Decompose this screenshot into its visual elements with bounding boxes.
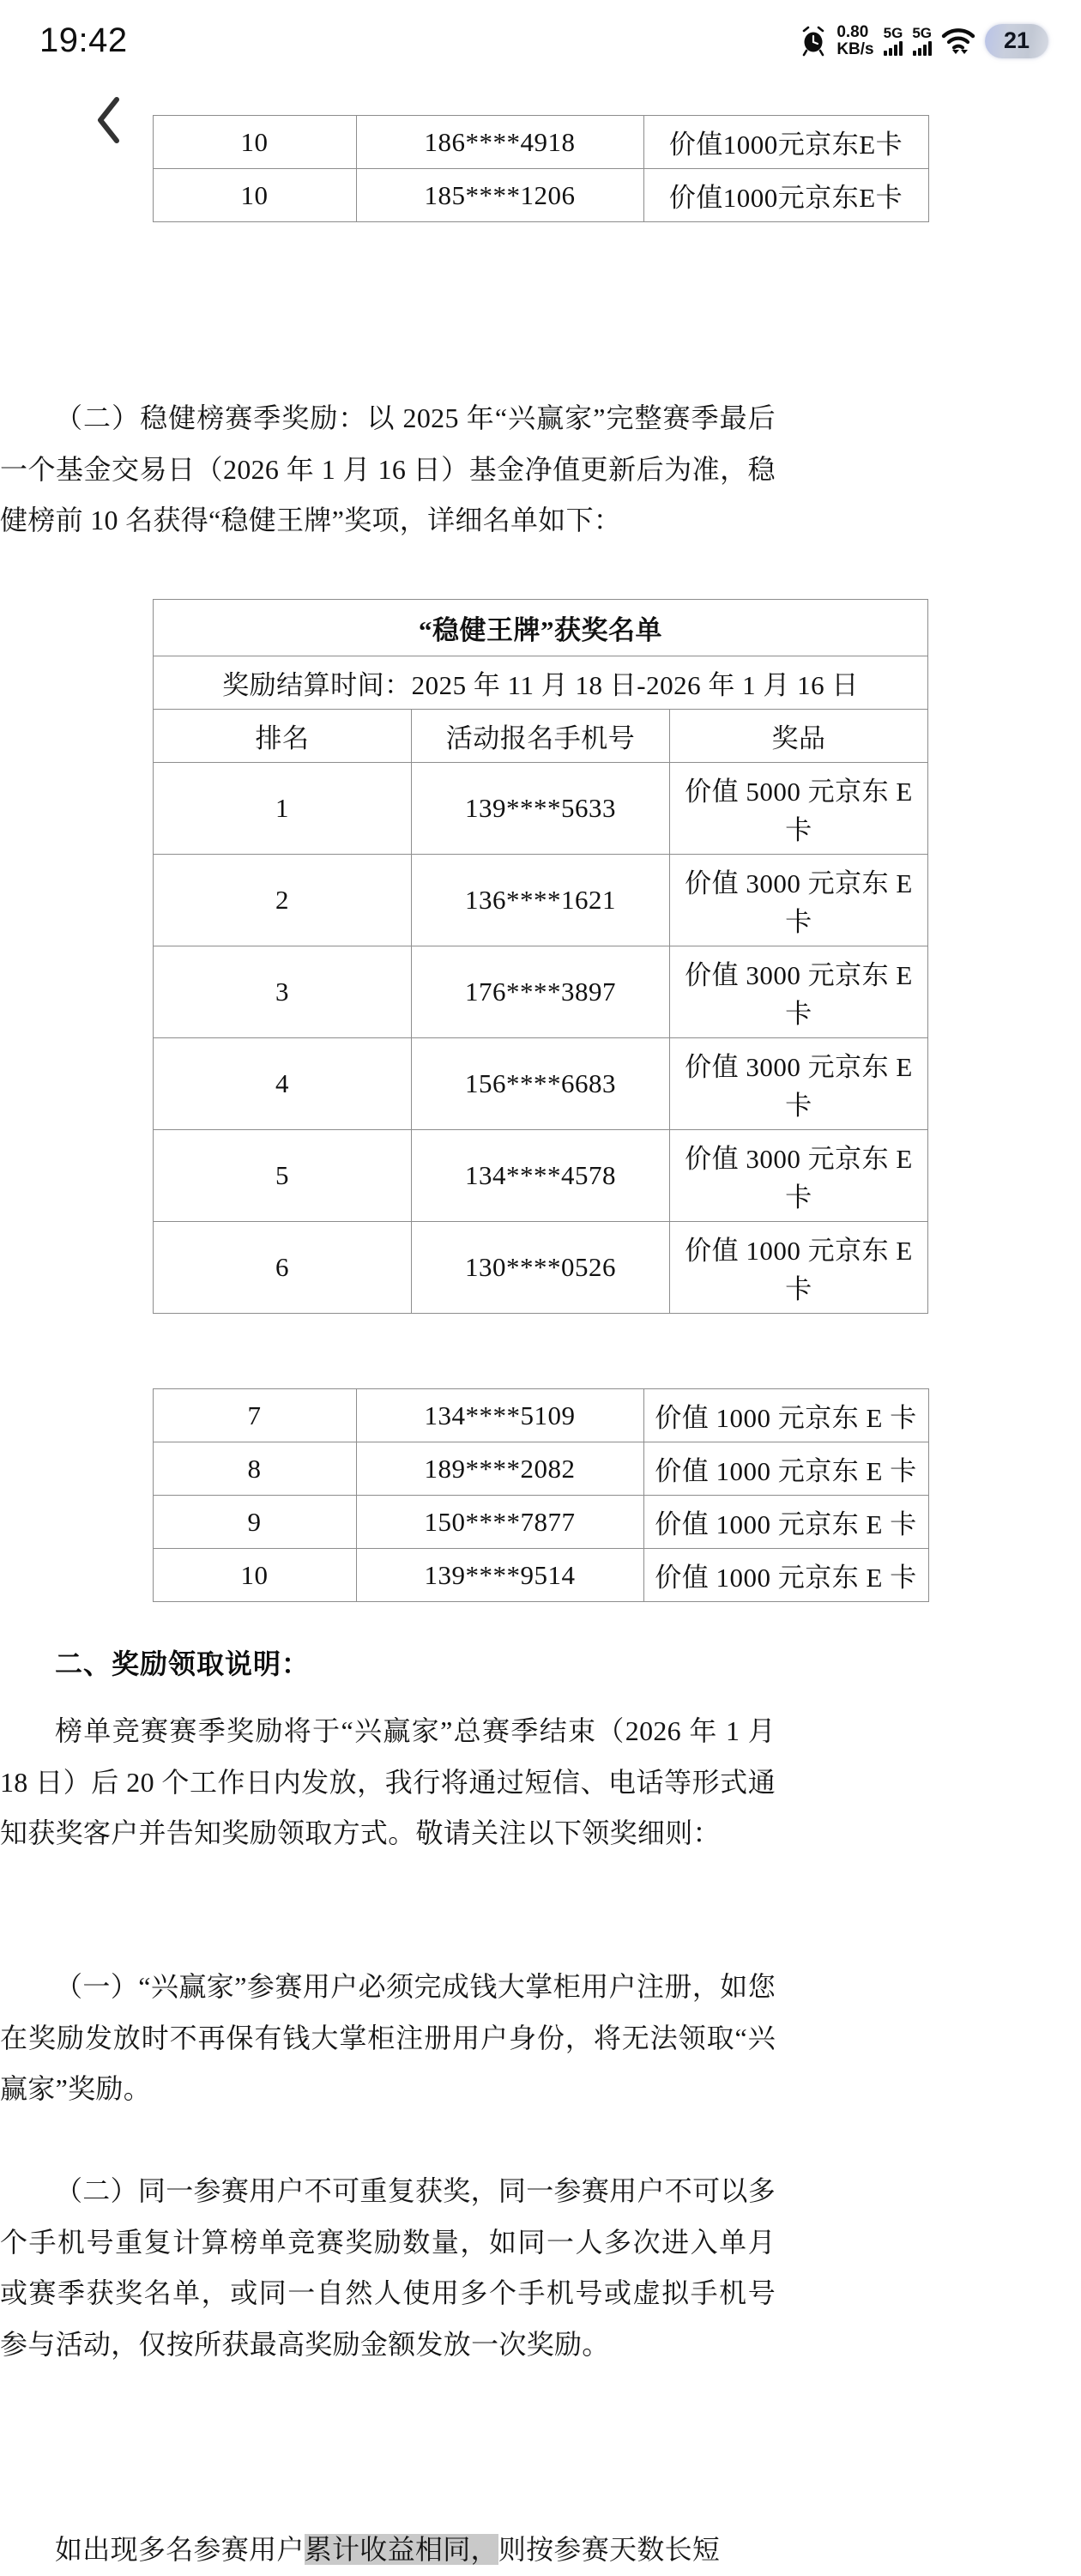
network-speed-unit: KB/s	[836, 39, 874, 58]
cell-phone: 134****4578	[412, 1130, 670, 1222]
status-bar-indicators	[800, 24, 1048, 58]
cell-rank: 4	[154, 1038, 412, 1130]
cell-rank: 1	[154, 763, 412, 855]
cell-prize: 价值1000元京东E卡	[643, 169, 928, 222]
table-row	[154, 1038, 928, 1130]
table-row	[153, 116, 928, 169]
cell-rank: 2	[154, 855, 412, 946]
paragraph-rule-one: （一）“兴赢家”参赛用户必须完成钱大掌柜用户注册，如您在奖励发放时不再保有钱大掌柜注册用户身份，将无法领取“兴赢家”奖励。	[0, 1971, 776, 2105]
header-rank: 排名	[154, 710, 412, 763]
table-row	[153, 1442, 928, 1496]
cell-phone: 176****3897	[412, 946, 670, 1038]
cell-prize: 价值 3000 元京东 E 卡	[670, 855, 928, 946]
cell-rank: 3	[154, 946, 412, 1038]
table-header-row	[154, 710, 928, 763]
cell-phone: 189****2082	[356, 1442, 643, 1496]
battery-badge: 21	[985, 24, 1048, 58]
cell-prize: 价值 5000 元京东 E 卡	[670, 763, 928, 855]
wifi-icon	[941, 27, 975, 55]
cell-phone: 134****5109	[356, 1389, 643, 1442]
header-phone: 活动报名手机号	[412, 710, 670, 763]
table-row	[154, 946, 928, 1038]
cell-prize: 价值 1000 元京东 E 卡	[643, 1549, 928, 1602]
status-bar	[0, 0, 1081, 82]
cell-rank: 10	[153, 116, 356, 169]
cell-phone: 186****4918	[356, 116, 643, 169]
cell-phone: 136****1621	[412, 855, 670, 946]
signal-sim1-label: 5G	[883, 25, 903, 41]
cell-prize: 价值 3000 元京东 E 卡	[670, 946, 928, 1038]
cell-rank: 10	[153, 169, 356, 222]
rule-three-highlight: 累计收益相同，	[304, 2534, 498, 2565]
table-row	[153, 169, 928, 222]
award-table-settlement: 奖励结算时间：2025 年 11 月 18 日-2026 年 1 月 16 日	[154, 656, 928, 710]
cell-rank: 6	[154, 1222, 412, 1314]
award-table-part1	[153, 599, 928, 1314]
signal-sim2-label: 5G	[912, 25, 932, 41]
section-heading-two: 二、奖励领取说明：	[55, 1648, 311, 1679]
paragraph-section-two: （二）稳健榜赛季奖励：以 2025 年“兴赢家”完整赛季最后一个基金交易日（2026 年 1 月 16 日）基金净值更新后为准，稳健榜前 10 名获得“稳健王牌”奖项，详细名单如下：	[0, 402, 776, 536]
cell-prize: 价值 1000 元京东 E 卡	[643, 1442, 928, 1496]
table-row	[154, 855, 928, 946]
cell-phone: 139****5633	[412, 763, 670, 855]
cell-phone: 130****0526	[412, 1222, 670, 1314]
award-table-part2	[153, 1388, 929, 1602]
signal-sim1-bars	[884, 41, 903, 56]
cell-rank: 10	[153, 1549, 356, 1602]
cell-phone: 156****6683	[412, 1038, 670, 1130]
paragraph-claim-description: 榜单竞赛赛季奖励将于“兴赢家”总赛季结束（2026 年 1 月 18 日）后 20 个工作日内发放，我行将通过短信、电话等形式通知获奖客户并告知奖励领取方式。敬请关注以下领奖细则：	[0, 1715, 776, 1849]
cell-rank: 9	[153, 1496, 356, 1549]
paragraph-rule-two: （二）同一参赛用户不可重复获奖，同一参赛用户不可以多个手机号重复计算榜单竞赛奖励数量，如同一人多次进入单月或赛季获奖名单，或同一自然人使用多个手机号或虚拟手机号参与活动，仅按所获最高奖励金额发放一次奖励。	[0, 2175, 776, 2360]
table-row	[153, 1389, 928, 1442]
cell-rank: 7	[153, 1389, 356, 1442]
cell-rank: 5	[154, 1130, 412, 1222]
award-table-part2-wrapper	[0, 1388, 1081, 1602]
award-table-caption: “稳健王牌”获奖名单	[154, 600, 928, 656]
award-table-part1-wrapper	[0, 599, 1081, 1314]
network-speed	[836, 24, 873, 57]
cell-prize: 价值 1000 元京东 E 卡	[643, 1496, 928, 1549]
table-caption-row	[154, 600, 928, 656]
table-row	[153, 1549, 928, 1602]
paragraph-rule-three-partial	[0, 2525, 776, 2576]
cell-phone: 139****9514	[356, 1549, 643, 1602]
cell-prize: 价值 1000 元京东 E 卡	[670, 1222, 928, 1314]
signal-indicator-sim1	[884, 26, 903, 56]
table-row	[154, 1130, 928, 1222]
network-speed-value: 0.80	[836, 23, 869, 42]
table-settlement-row	[154, 656, 928, 710]
table-row	[153, 1496, 928, 1549]
table-row	[154, 1222, 928, 1314]
cell-prize: 价值1000元京东E卡	[643, 116, 928, 169]
cell-rank: 8	[153, 1442, 356, 1496]
cell-prize: 价值 1000 元京东 E 卡	[643, 1389, 928, 1442]
cell-prize: 价值 3000 元京东 E 卡	[670, 1130, 928, 1222]
table-row	[154, 763, 928, 855]
top-table	[153, 115, 929, 222]
cell-prize: 价值 3000 元京东 E 卡	[670, 1038, 928, 1130]
cell-phone: 150****7877	[356, 1496, 643, 1549]
alarm-clock-icon	[800, 27, 827, 56]
rule-three-pre: 如出现多名参赛用户	[55, 2534, 305, 2565]
rule-three-post: 则按参赛天数长短	[498, 2534, 721, 2565]
cell-phone: 185****1206	[356, 169, 643, 222]
top-clipped-table	[0, 126, 1081, 251]
status-bar-clock: 19:42	[39, 21, 128, 59]
signal-sim2-bars	[913, 41, 932, 56]
signal-indicator-sim2	[912, 26, 932, 56]
header-prize: 奖品	[670, 710, 928, 763]
